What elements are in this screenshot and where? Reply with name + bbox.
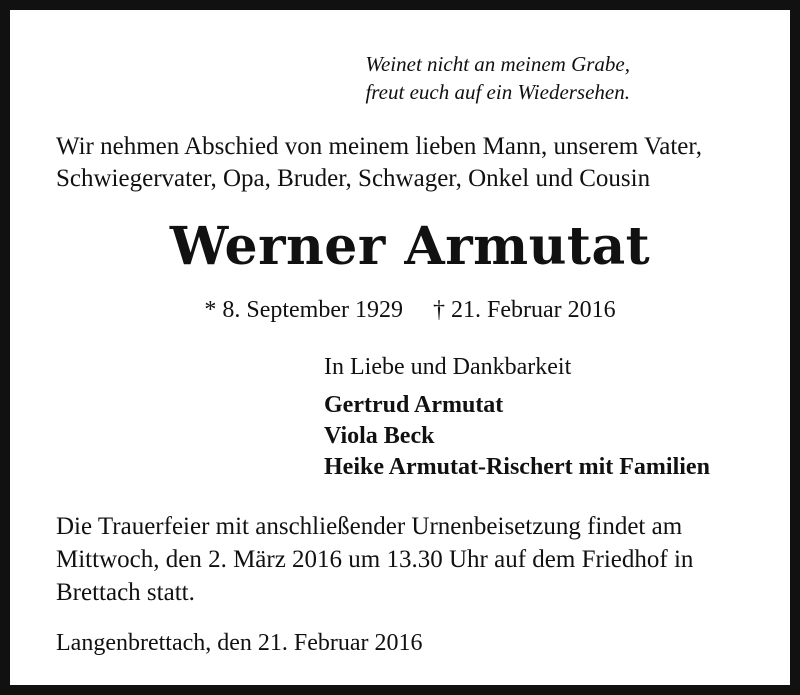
motto-line: freut euch auf ein Wiedersehen. [365, 80, 630, 104]
ceremony-line: Die Trauerfeier mit anschließender Urnenbeisetzung findet am [56, 513, 683, 540]
farewell-intro [56, 131, 776, 195]
mourner-name: Gertrud Armutat [324, 392, 504, 418]
motto-line: Weinet nicht an meinem Grabe, [365, 52, 630, 76]
ceremony-line: Mittwoch, den 2. März 2016 um 13.30 Uhr auf dem Friedhof in [56, 546, 694, 573]
life-dates [10, 294, 800, 326]
place-and-date: Langenbrettach, den 21. Februar 2016 [56, 630, 423, 656]
death-date: † 21. Februar 2016 [433, 297, 616, 323]
mourner-name: Viola Beck [324, 423, 435, 449]
motto-verse [310, 50, 630, 106]
mourners-block [324, 352, 794, 483]
funeral-ceremony-info [56, 510, 768, 609]
ceremony-line: Brettach statt. [56, 579, 195, 606]
mourners-lead: In Liebe und Dankbarkeit [324, 354, 572, 380]
mourner-name: Heike Armutat-Rischert mit Familien [324, 454, 710, 480]
intro-line: Schwiegervater, Opa, Bruder, Schwager, Onkel und Cousin [56, 165, 651, 192]
birth-date: * 8. September 1929 [204, 297, 403, 323]
deceased-name: Werner Armutat [169, 216, 651, 277]
intro-line: Wir nehmen Abschied von meinem lieben Mann, unserem Vater, [56, 133, 702, 160]
